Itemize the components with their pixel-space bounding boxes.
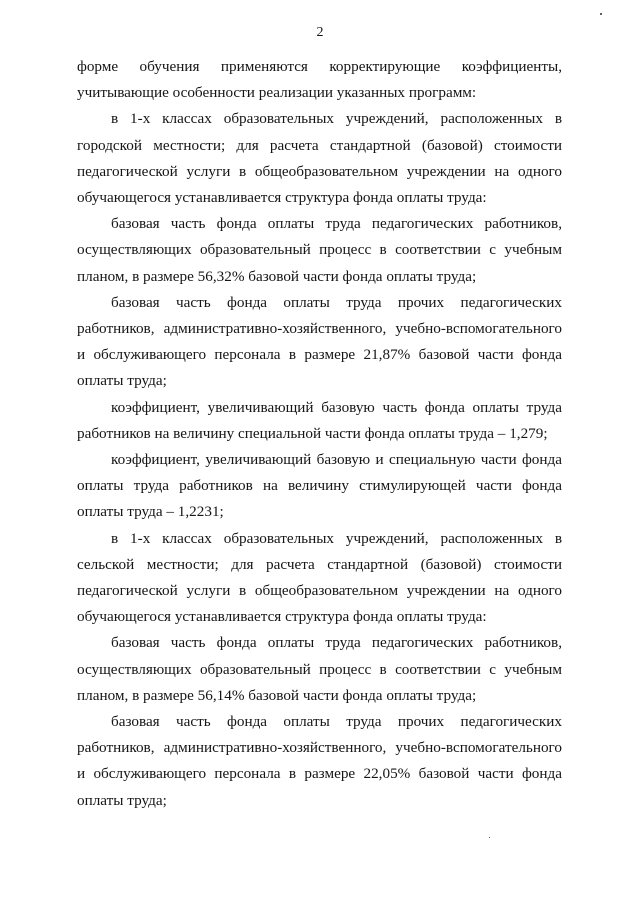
paragraph-continuation: форме обучения применяются корректирующие коэффициенты, учитывающие особенности реализации указанных программ: bbox=[77, 58, 562, 102]
paragraph-rural-first-grade: в 1-х классах образовательных учреждений, расположенных в сельской местности; для расчета стандартной (базовой) стоимости педагогической услуги в общеобразовательном учреждении на одного обучающегося устанавливается структура фонда оплаты труда: bbox=[77, 529, 562, 626]
scan-speck bbox=[600, 13, 602, 15]
paragraph-rural-staff-share: базовая часть фонда оплаты труда прочих педагогических работников, административно-хозяйственного, учебно-вспомогательного и обслуживающего персонала в размере 22,05% базовой части фонда оплаты труда; bbox=[77, 713, 562, 809]
document-body bbox=[77, 54, 562, 814]
paragraph-urban-teachers-share: базовая часть фонда оплаты труда педагогических работников, осуществляющих образовательный процесс в соответствии с учебным планом, в размере 56,32% базовой части фонда оплаты труда; bbox=[77, 215, 562, 285]
paragraph-special-coefficient: коэффициент, увеличивающий базовую часть фонда оплаты труда работников на величину специальной части фонда оплаты труда – 1,279; bbox=[77, 398, 562, 442]
paragraph-incentive-coefficient: коэффициент, увеличивающий базовую и специальную части фонда оплаты труда работников на величину стимулирующей части фонда оплаты труда – 1,2231; bbox=[77, 451, 562, 521]
scan-speck bbox=[489, 837, 490, 838]
page-number: 2 bbox=[316, 25, 324, 40]
paragraph-urban-first-grade: в 1-х классах образовательных учреждений, расположенных в городской местности; для расчета стандартной (базовой) стоимости педагогической услуги в общеобразовательном учреждении на одного обучающегося устанавливается структура фонда оплаты труда: bbox=[77, 110, 562, 207]
paragraph-urban-staff-share: базовая часть фонда оплаты труда прочих педагогических работников, административно-хозяйственного, учебно-вспомогательного и обслуживающего персонала в размере 21,87% базовой части фонда оплаты труда; bbox=[77, 293, 562, 390]
paragraph-rural-teachers-share: базовая часть фонда оплаты труда педагогических работников, осуществляющих образовательный процесс в соответствии с учебным планом, в размере 56,14% базовой части фонда оплаты труда; bbox=[77, 634, 562, 704]
